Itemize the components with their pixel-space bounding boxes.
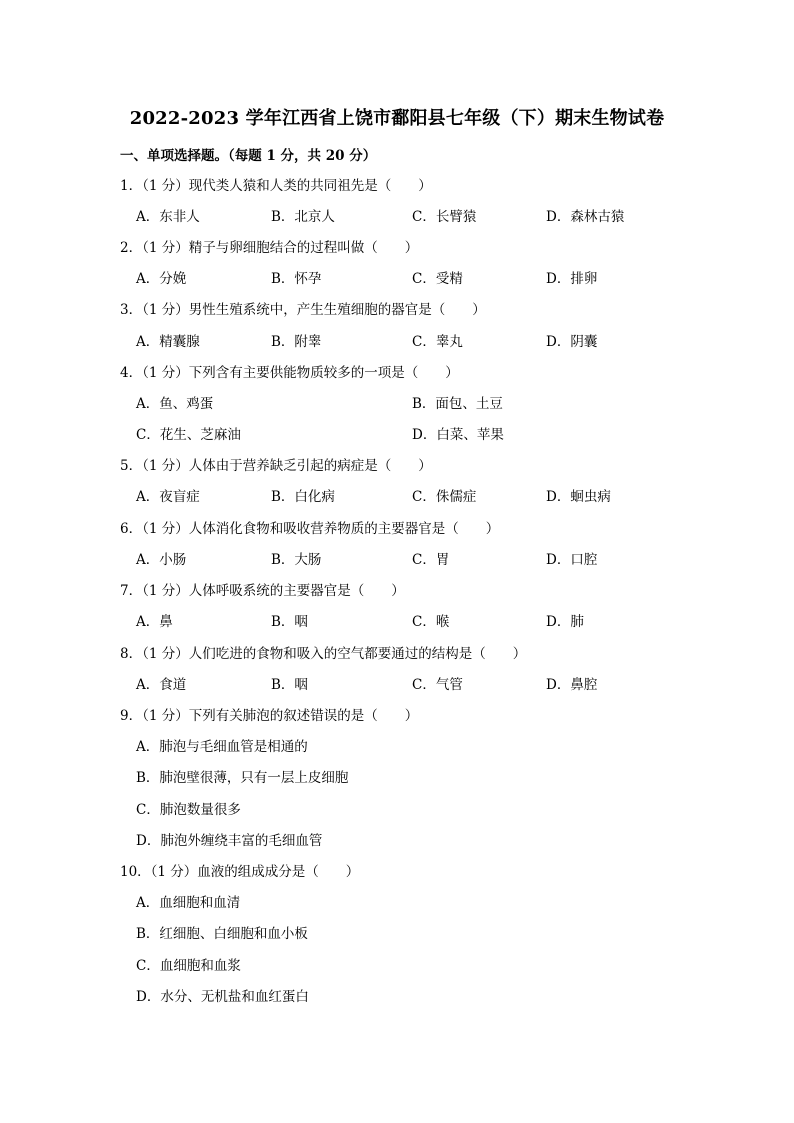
question-3-stem: 3．（1 分）男性生殖系统中，产生生殖细胞的器官是（ ） <box>120 302 486 318</box>
question-9-option-a: A．肺泡与毛细血管是相通的 <box>136 739 308 755</box>
question-2-stem: 2．（1 分）精子与卵细胞结合的过程叫做（ ） <box>120 240 419 256</box>
question-6-option-b: B．大肠 <box>271 552 322 568</box>
question-1-option-b: B．北京人 <box>271 209 335 225</box>
question-4-option-a: A．鱼、鸡蛋 <box>136 396 214 412</box>
question-4-option-b: B．面包、土豆 <box>412 396 503 412</box>
question-8-option-b: B．咽 <box>271 677 308 693</box>
page-title: 2022-2023 学年江西省上饶市鄱阳县七年级（下）期末生物试卷 <box>129 108 665 129</box>
question-10-option-c: C．血细胞和血浆 <box>136 958 241 974</box>
question-9-option-c: C．肺泡数量很多 <box>136 802 241 818</box>
question-2-option-a: A．分娩 <box>136 271 187 287</box>
question-8-option-d: D．鼻腔 <box>546 677 598 693</box>
question-9-option-d: D．肺泡外缠绕丰富的毛细血管 <box>136 833 323 849</box>
question-7-option-c: C．喉 <box>412 614 450 630</box>
question-3-option-b: B．附睾 <box>271 334 322 350</box>
question-7-option-b: B．咽 <box>271 614 308 630</box>
question-7-option-d: D．肺 <box>546 614 584 630</box>
question-2-option-d: D．排卵 <box>546 271 598 287</box>
question-4-stem: 4．（1 分）下列含有主要供能物质较多的一项是（ ） <box>120 365 459 381</box>
question-2-option-b: B．怀孕 <box>271 271 322 287</box>
question-3-option-a: A．精囊腺 <box>136 334 200 350</box>
question-7-stem: 7．（1 分）人体呼吸系统的主要器官是（ ） <box>120 583 405 599</box>
question-6-option-d: D．口腔 <box>546 552 598 568</box>
question-1-stem: 1．（1 分）现代类人猿和人类的共同祖先是（ ） <box>120 178 432 194</box>
question-10-option-a: A．血细胞和血清 <box>136 895 241 911</box>
question-4-option-d: D．白菜、苹果 <box>412 427 504 443</box>
question-8-stem: 8．（1 分）人们吃进的食物和吸入的空气都要通过的结构是（ ） <box>120 646 527 662</box>
question-1-option-d: D．森林古猿 <box>546 209 625 225</box>
question-5-option-b: B．白化病 <box>271 489 335 505</box>
question-7-option-a: A．鼻 <box>136 614 173 630</box>
question-6-option-a: A．小肠 <box>136 552 187 568</box>
question-10-stem: 10．（1 分）血液的组成成分是（ ） <box>120 864 360 880</box>
question-5-stem: 5．（1 分）人体由于营养缺乏引起的病症是（ ） <box>120 458 432 474</box>
question-3-option-c: C．睾丸 <box>412 334 463 350</box>
question-9-stem: 9．（1 分）下列有关肺泡的叙述错误的是（ ） <box>120 708 419 724</box>
question-5-option-d: D．蛔虫病 <box>546 489 611 505</box>
question-8-option-c: C．气管 <box>412 677 463 693</box>
question-2-option-c: C．受精 <box>412 271 463 287</box>
section-heading: 一、单项选择题。（每题 1 分，共 20 分） <box>120 148 377 164</box>
question-9-option-b: B．肺泡壁很薄，只有一层上皮细胞 <box>136 770 349 786</box>
question-10-option-d: D．水分、无机盐和血红蛋白 <box>136 989 309 1005</box>
question-5-option-a: A．夜盲症 <box>136 489 200 505</box>
question-4-option-c: C．花生、芝麻油 <box>136 427 241 443</box>
question-6-option-c: C．胃 <box>412 552 450 568</box>
question-8-option-a: A．食道 <box>136 677 187 693</box>
question-5-option-c: C．侏儒症 <box>412 489 477 505</box>
question-6-stem: 6．（1 分）人体消化食物和吸收营养物质的主要器官是（ ） <box>120 521 500 537</box>
question-1-option-a: A．东非人 <box>136 209 200 225</box>
question-1-option-c: C．长臂猿 <box>412 209 477 225</box>
question-10-option-b: B．红细胞、白细胞和血小板 <box>136 926 308 942</box>
question-3-option-d: D．阴囊 <box>546 334 598 350</box>
